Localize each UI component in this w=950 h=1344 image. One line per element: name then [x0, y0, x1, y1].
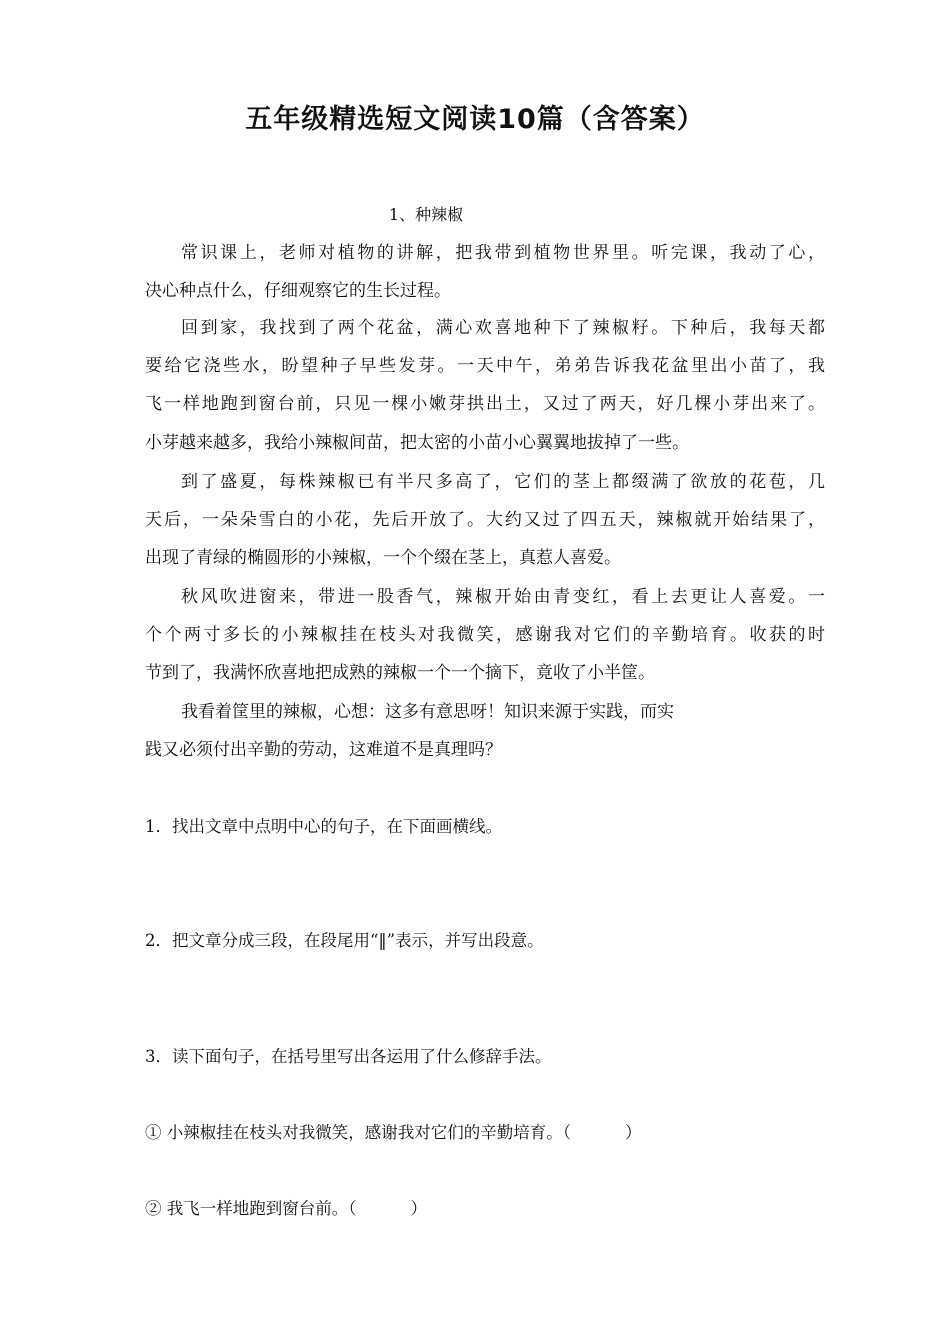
- paragraph-4-line-3: 节到了，我满怀欣喜地把成熟的辣椒一个一个摘下，竟收了小半筐。: [145, 663, 655, 683]
- paragraph-3-line-2: 天后，一朵朵雪白的小花，先后开放了。大约又过了四五天，辣椒就开始结果了，: [145, 510, 825, 530]
- paragraph-2-line-2: 要给它浇些水，盼望种子早些发芽。一天中午，弟弟告诉我花盆里出小苗了，我: [145, 356, 825, 376]
- sentence-1: [145, 1120, 642, 1146]
- paragraph-2-line-4: 小芽越来越多，我给小辣椒间苗，把太密的小苗小心翼翼地拔掉了一些。: [145, 433, 689, 453]
- question-1: 1．找出文章中点明中心的句子，在下面画横线。: [145, 817, 502, 836]
- paragraph-4-line-1: 秋风吹进窗来，带进一股香气，辣椒开始由青变红，看上去更让人喜爱。一: [181, 587, 825, 607]
- paragraph-5-line-2: 践又必须付出辛勤的劳动，这难道不是真理吗？: [145, 740, 502, 760]
- paragraph-3-line-1: 到了盛夏，每株辣椒已有半尺多高了，它们的茎上都缀满了欲放的花苞，几: [181, 472, 825, 492]
- sentence-2-close: ）: [410, 1199, 427, 1218]
- document-title: 五年级精选短文阅读10篇（含答案）: [245, 104, 705, 135]
- paragraph-4-line-2: 个个两寸多长的小辣椒挂在枝头对我微笑，感谢我对它们的辛勤培育。收获的时: [145, 625, 825, 645]
- question-2: 2．把文章分成三段，在段尾用“‖”表示，并写出段意。: [145, 931, 544, 950]
- essay-title: 1、种辣椒: [388, 205, 464, 224]
- sentence-2: [145, 1196, 427, 1222]
- sentence-1-close: ）: [625, 1123, 642, 1142]
- paragraph-3-line-3: 出现了青绿的椭圆形的小辣椒，一个个缀在茎上，真惹人喜爱。: [145, 548, 621, 568]
- paragraph-1-line-1: 常识课上，老师对植物的讲解，把我带到植物世界里。听完课，我动了心，: [181, 243, 825, 263]
- paragraph-2-line-1: 回到家，我找到了两个花盆，满心欢喜地种下了辣椒籽。下种后，我每天都: [181, 318, 825, 338]
- sentence-1-text: ① 小辣椒挂在枝头对我微笑，感谢我对它们的辛勤培育。（: [145, 1123, 571, 1142]
- sentence-2-text: ② 我飞一样地跑到窗台前。（: [145, 1199, 357, 1218]
- paragraph-5-line-1: 我看着筐里的辣椒，心想：这多有意思呀！知识来源于实践，而实: [181, 702, 674, 722]
- paragraph-2-line-3: 飞一样地跑到窗台前，只见一棵小嫩芽拱出土，又过了两天，好几棵小芽出来了。: [145, 394, 825, 414]
- question-3: 3．读下面句子，在括号里写出各运用了什么修辞手法。: [145, 1047, 552, 1066]
- paragraph-1-line-2: 决心种点什么，仔细观察它的生长过程。: [145, 281, 451, 301]
